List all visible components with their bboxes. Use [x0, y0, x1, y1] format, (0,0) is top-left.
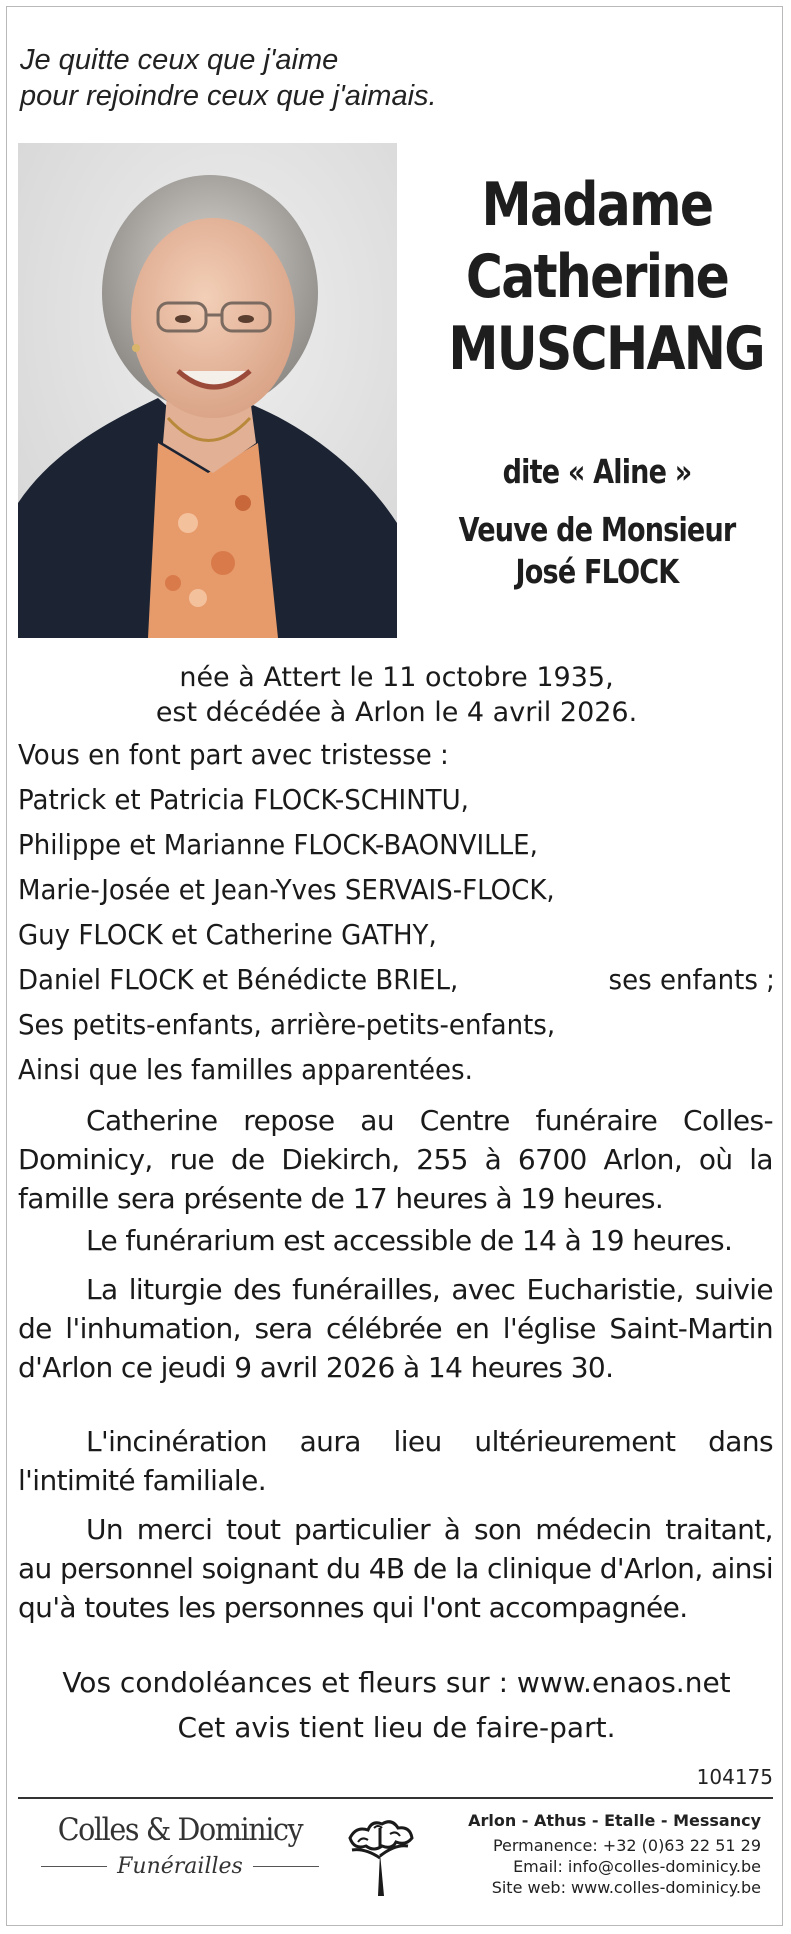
brand-dash-right: [253, 1866, 319, 1867]
relatives-line: Ainsi que les familles apparentées.: [18, 1053, 473, 1086]
nickname: dite « Aline »: [502, 452, 692, 491]
children-label: ses enfants ;: [608, 963, 775, 996]
epitaph-quote: [20, 42, 437, 114]
birth-line: née à Attert le 11 octobre 1935,: [179, 662, 614, 693]
family-intro: Vous en font part avec tristesse :: [18, 738, 449, 771]
reference-number: 104175: [696, 1765, 773, 1789]
access-paragraph: Le funérarium est accessible de 14 à 19 heures.: [86, 1224, 733, 1257]
website-line[interactable]: Site web: www.colles-dominicy.be: [491, 1878, 761, 1897]
cremation-paragraph: L'incinération aura lieu ultérieurement dans l'intimité familiale.: [18, 1425, 773, 1497]
phone-line: Permanence: +32 (0)63 22 51 29: [492, 1836, 761, 1855]
tree-icon: [340, 1808, 420, 1898]
condolences-line: Vos condoléances et fleurs sur : www.enaos.net: [62, 1666, 731, 1699]
child-line-4: Guy FLOCK et Catherine GATHY,: [18, 918, 437, 951]
child-line-3: Marie-Josée et Jean-Yves SERVAIS-FLOCK,: [18, 873, 555, 906]
dates-block: [18, 660, 775, 730]
death-line: est décédée à Arlon le 4 avril 2026.: [155, 697, 638, 728]
contact-block: [468, 1810, 761, 1898]
child-line-5: Daniel FLOCK et Bénédicte BRIEL,: [18, 963, 459, 996]
quote-line-1: Je quitte ceux que j'aime: [20, 44, 339, 76]
footer-divider: [18, 1797, 773, 1799]
name-last: MUSCHANG: [448, 314, 764, 384]
grandchildren-line: Ses petits-enfants, arrière-petits-enfants,: [18, 1008, 556, 1041]
liturgy-paragraph: La liturgie des funérailles, avec Eucharistie, suivie de l'inhumation, sera célébrée en l'église Saint-Martin d'Arlon ce jeudi 9 avril 2026 à 14 heures 30.: [18, 1273, 773, 1384]
deceased-name-block: [420, 170, 774, 640]
notice-line: Cet avis tient lieu de faire-part.: [177, 1711, 616, 1744]
rest-paragraph: Catherine repose au Centre funéraire Colles-Dominicy, rue de Diekirch, 255 à 6700 Arlon, où la famille sera présente de 17 heures à 19 heures.: [18, 1104, 773, 1215]
child-line-2: Philippe et Marianne FLOCK-BAONVILLE,: [18, 828, 538, 861]
quote-line-2: pour rejoindre ceux que j'aimais.: [20, 80, 437, 112]
brand-sub: Funérailles: [117, 1854, 243, 1879]
towns-line: Arlon - Athus - Etalle - Messancy: [468, 1811, 761, 1830]
name-first: Catherine: [465, 242, 729, 312]
widow-line-2: José FLOCK: [515, 552, 679, 591]
thanks-paragraph: Un merci tout particulier à son médecin traitant, au personnel soignant du 4B de la clinique d'Arlon, ainsi qu'à toutes les personnes qui l'ont accompagnée.: [18, 1513, 773, 1624]
child-line-1: Patrick et Patricia FLOCK-SCHINTU,: [18, 783, 469, 816]
funeral-home-logo: [40, 1812, 320, 1879]
brand-dash-left: [41, 1866, 107, 1867]
email-line[interactable]: Email: info@colles-dominicy.be: [513, 1857, 761, 1876]
widow-line-1: Veuve de Monsieur: [458, 510, 736, 549]
brand-sub-row: [40, 1854, 320, 1879]
brand-name: Colles & Dominicy: [57, 1812, 303, 1848]
portrait-photo: [18, 143, 397, 638]
name-title: Madame: [481, 170, 713, 240]
